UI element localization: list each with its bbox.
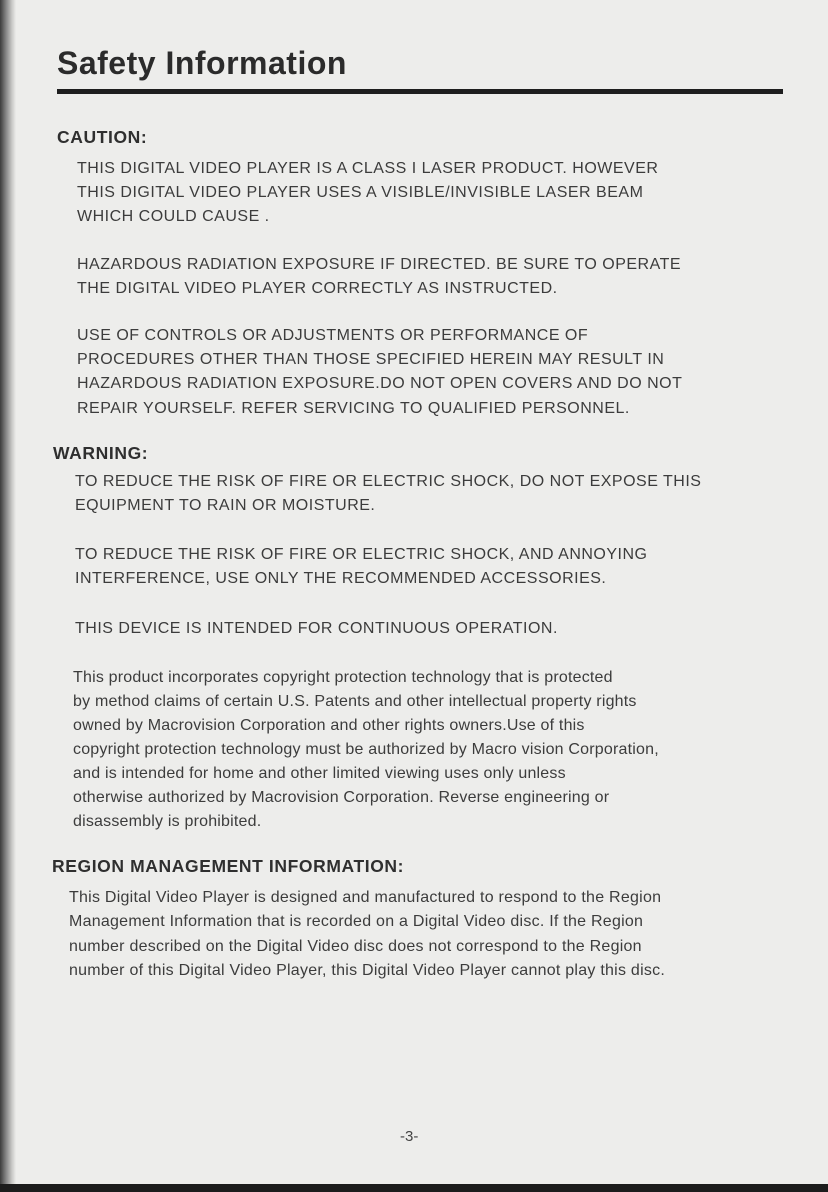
text-line: HAZARDOUS RADIATION EXPOSURE IF DIRECTED. BE SURE TO OPERATE: [77, 256, 682, 273]
text-line: and is intended for home and other limited viewing uses only unless: [73, 765, 566, 782]
text-line: owned by Macrovision Corporation and other rights owners.Use of this: [73, 717, 585, 734]
text-line: number described on the Digital Video disc does not correspond to the Region: [69, 937, 642, 955]
text-line: THIS DIGITAL VIDEO PLAYER IS A CLASS I LASER PRODUCT. HOWEVER: [77, 160, 659, 177]
warning-paragraph-2: [75, 543, 648, 591]
text-line: number of this Digital Video Player, this Digital Video Player cannot play this disc.: [69, 961, 666, 979]
caution-paragraph-2: [77, 253, 681, 301]
page-bottom-edge: [0, 1184, 828, 1192]
caution-paragraph-3: [77, 324, 682, 421]
text-line: EQUIPMENT TO RAIN OR MOISTURE.: [75, 497, 376, 515]
text-line: THIS DEVICE IS INTENDED FOR CONTINUOUS OPERATION.: [75, 620, 558, 637]
text-line: REPAIR YOURSELF. REFER SERVICING TO QUALIFIED PERSONNEL.: [77, 399, 630, 417]
warning-paragraph-3: [75, 617, 558, 641]
text-line: disassembly is prohibited.: [73, 813, 262, 830]
text-line: otherwise authorized by Macrovision Corporation. Reverse engineering or: [73, 789, 610, 806]
text-line: copyright protection technology must be authorized by Macro vision Corporation,: [73, 741, 659, 758]
text-line: USE OF CONTROLS OR ADJUSTMENTS OR PERFORMANCE OF: [77, 327, 589, 344]
text-line: THIS DIGITAL VIDEO PLAYER USES A VISIBLE/INVISIBLE LASER BEAM: [77, 184, 644, 202]
book-spine-shadow: [0, 0, 16, 1192]
page-number: -3-: [400, 1128, 419, 1145]
title-underline: [57, 89, 783, 94]
warning-paragraph-1: [75, 470, 701, 518]
text-line: TO REDUCE THE RISK OF FIRE OR ELECTRIC SHOCK, AND ANNOYING: [75, 546, 648, 563]
text-line: This product incorporates copyright protection technology that is protected: [73, 669, 613, 686]
text-line: HAZARDOUS RADIATION EXPOSURE.DO NOT OPEN COVERS AND DO NOT: [77, 375, 683, 393]
text-line: WHICH COULD CAUSE .: [77, 208, 270, 226]
text-line: PROCEDURES OTHER THAN THOSE SPECIFIED HEREIN MAY RESULT IN: [77, 351, 665, 369]
caution-heading: CAUTION:: [57, 127, 148, 147]
text-line: by method claims of certain U.S. Patents and other intellectual property rights: [73, 693, 637, 710]
text-line: Management Information that is recorded on a Digital Video disc. If the Region: [69, 913, 644, 931]
text-line: This Digital Video Player is designed and manufactured to respond to the Region: [69, 889, 662, 906]
region-paragraph: [69, 886, 665, 983]
text-line: THE DIGITAL VIDEO PLAYER CORRECTLY AS INSTRUCTED.: [77, 280, 558, 298]
macrovision-notice: [73, 666, 659, 834]
warning-heading: WARNING:: [53, 443, 149, 463]
page-title: Safety Information: [57, 45, 347, 81]
text-line: TO REDUCE THE RISK OF FIRE OR ELECTRIC SHOCK, DO NOT EXPOSE THIS: [75, 473, 702, 490]
region-heading: REGION MANAGEMENT INFORMATION:: [52, 856, 405, 876]
text-line: INTERFERENCE, USE ONLY THE RECOMMENDED ACCESSORIES.: [75, 570, 607, 588]
caution-paragraph-1: [77, 157, 658, 230]
